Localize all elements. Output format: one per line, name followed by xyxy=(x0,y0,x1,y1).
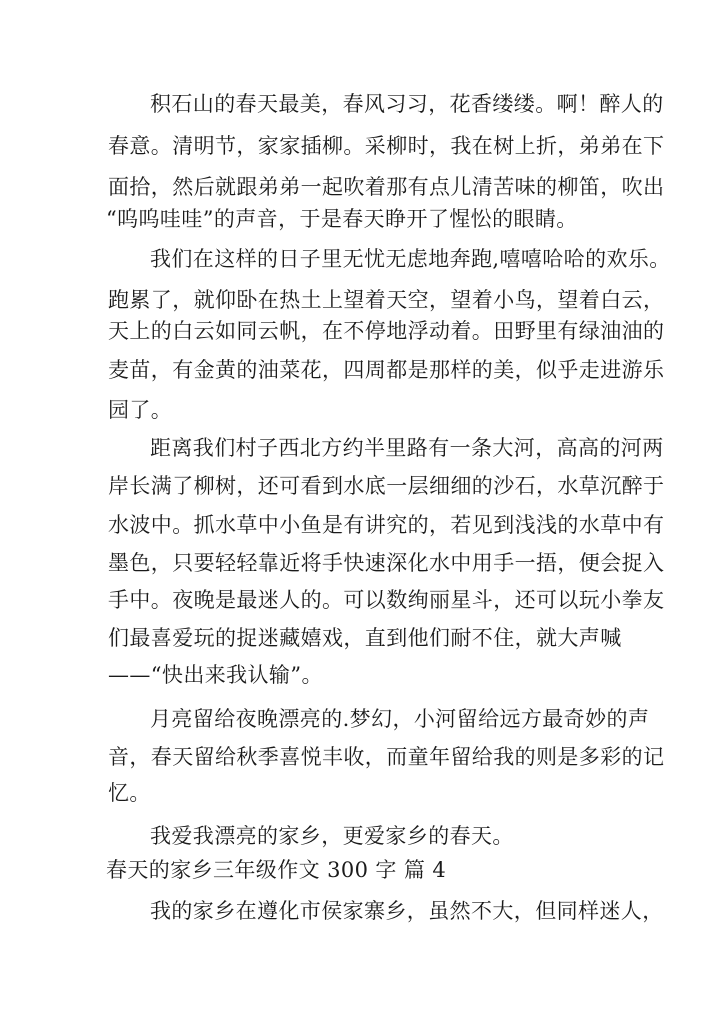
paragraph-1-line-1: 积石山的春天最美，春风习习，花香缕缕。啊！醉人的 xyxy=(150,92,664,116)
paragraph-2-line-2: 跑累了，就仰卧在热土上望着天空，望着小鸟，望着白云， xyxy=(108,288,665,312)
paragraph-3-line-5: 手中。夜晚是最迷人的。可以数绚丽星斗，还可以玩小拳友 xyxy=(108,588,665,612)
paragraph-4-line-3: 忆。 xyxy=(108,781,151,805)
paragraph-1-line-3: 面拾，然后就跟弟弟一起吹着那有点儿清苦味的柳笛，吹出 xyxy=(108,175,665,199)
paragraph-6-line-1: 我的家乡在遵化市侯家寨乡，虽然不大，但同样迷人， xyxy=(150,899,664,923)
paragraph-1-line-2: 春意。清明节，家家插柳。采柳时，我在树上折，弟弟在下 xyxy=(108,134,665,158)
paragraph-3-line-2: 岸长满了柳树，还可看到水底一层细细的沙石，水草沉醉于 xyxy=(108,474,665,498)
paragraph-3-line-4: 墨色，只要轻轻靠近将手快速深化水中用手一捂，便会捉入 xyxy=(108,551,665,575)
paragraph-3-line-7: ——“快出来我认输”。 xyxy=(108,663,323,687)
paragraph-2-line-5: 园了。 xyxy=(108,398,173,422)
paragraph-2-line-4: 麦苗，有金黄的油菜花，四周都是那样的美，似乎走进游乐 xyxy=(108,358,665,382)
paragraph-1-line-4: “呜呜哇哇”的声音，于是春天睁开了惺忪的眼睛。 xyxy=(106,207,578,231)
section-heading: 春天的家乡三年级作文 300 字 篇 4 xyxy=(106,858,447,882)
paragraph-2-line-3: 天上的白云如同云帆，在不停地浮动着。田野里有绿油油的 xyxy=(108,319,665,343)
paragraph-2-line-1: 我们在这样的日子里无忧无虑地奔跑,嘻嘻哈哈的欢乐。 xyxy=(150,247,671,271)
paragraph-3-line-1: 距离我们村子西北方约半里路有一条大河，高高的河两 xyxy=(150,436,664,460)
paragraph-4-line-1: 月亮留给夜晚漂亮的.梦幻，小河留给远方最奇妙的声 xyxy=(150,707,650,731)
paragraph-3-line-3: 水波中。抓水草中小鱼是有讲究的，若见到浅浅的水草中有 xyxy=(108,513,665,537)
paragraph-3-line-6: 们最喜爱玩的捉迷藏嬉戏，直到他们耐不住，就大声喊 xyxy=(108,626,622,650)
paragraph-5-line-1: 我爱我漂亮的家乡，更爱家乡的春天。 xyxy=(150,824,514,848)
paragraph-4-line-2: 音，春天留给秋季喜悦丰收，而童年留给我的则是多彩的记 xyxy=(108,745,665,769)
